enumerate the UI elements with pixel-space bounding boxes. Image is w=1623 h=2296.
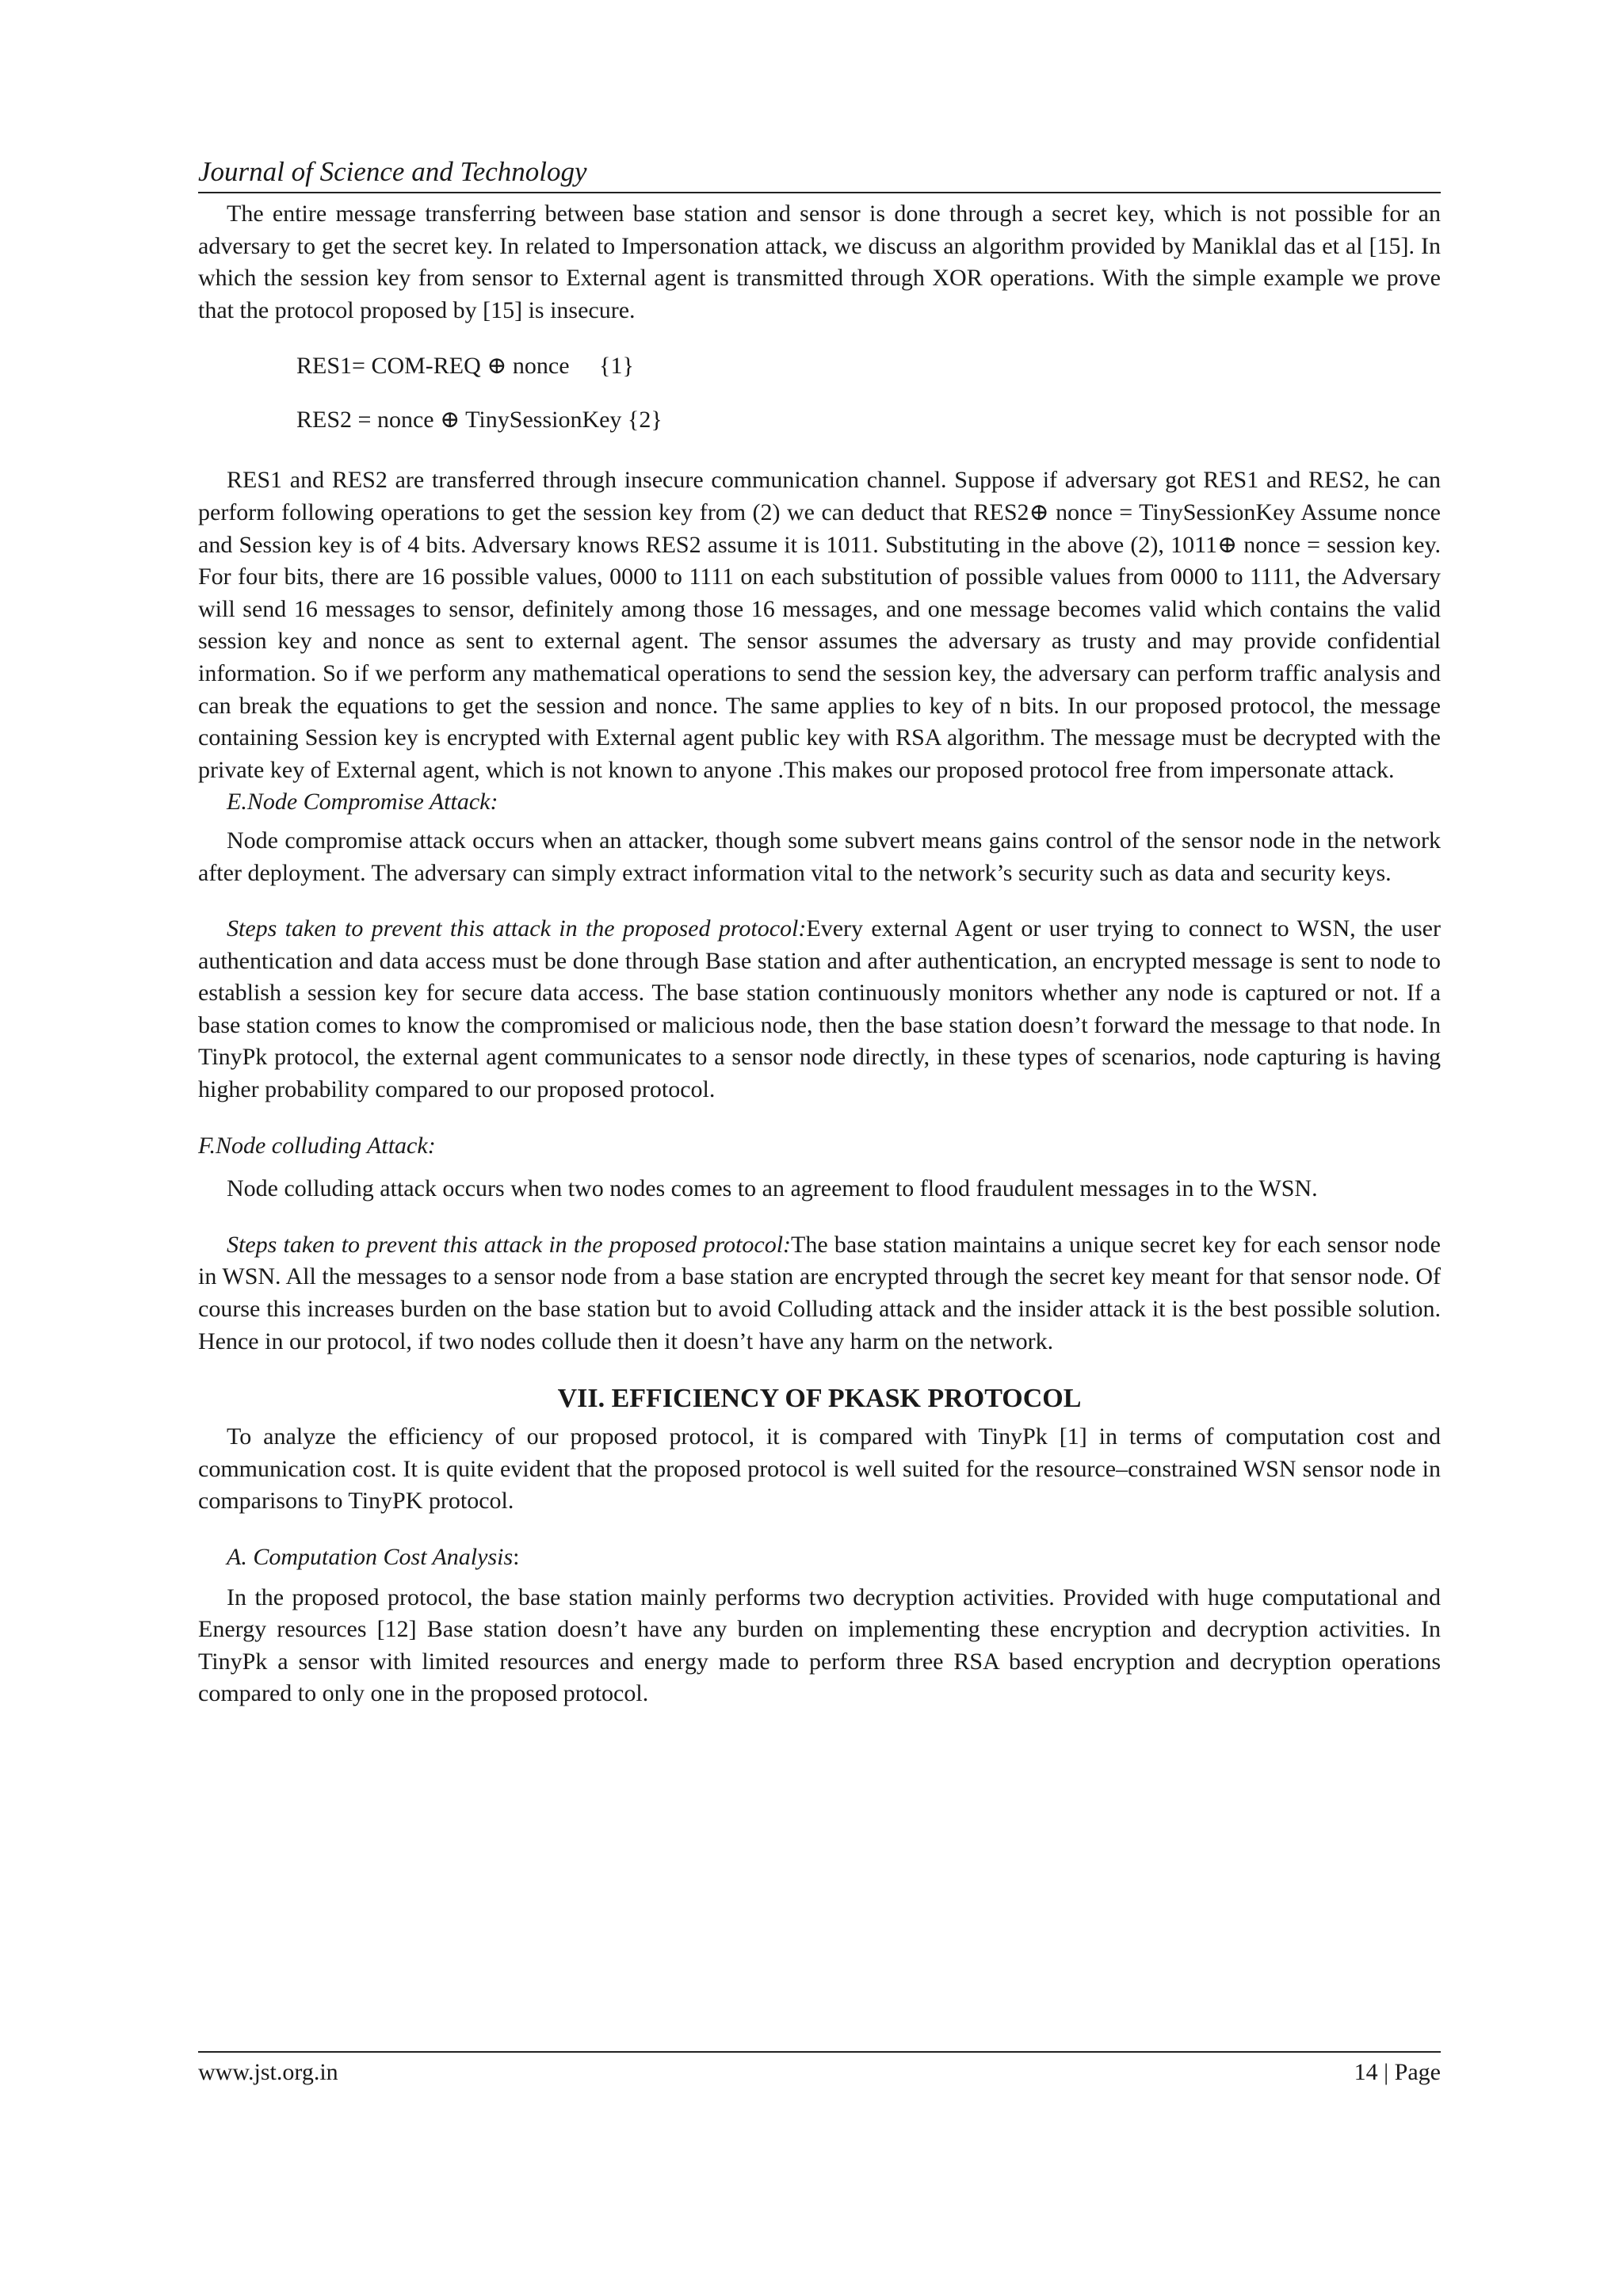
steps-lead-label: Steps taken to prevent this attack in the proposed protocol: <box>227 915 807 942</box>
steps-text: The base station maintains a unique secret key for each sensor node in WSN. All the messages to a sensor node from a base station are encrypted through the secret key meant for that sensor node. Of course this increases burden on the base station but to avoid Colluding attack and the insider attack it is the best possible solution. Hence in our protocol, if two nodes collude then it doesn’t have any harm on the network. <box>198 1231 1441 1354</box>
subheading-colon: : <box>513 1544 520 1570</box>
page-footer <box>198 2051 1441 2088</box>
footer-page-number: 14 | Page <box>1354 2059 1441 2085</box>
subheading-node-compromise: E.Node Compromise Attack: <box>227 789 498 816</box>
subheading-computation-cost <box>198 1541 1441 1574</box>
paragraph-efficiency: To analyze the efficiency of our proposed protocol, it is compared with TinyPk [1] in terms of computation cost and communication cost. It is quite evident that the proposed protocol is well suited for the resource–constrained WSN sensor node in comparisons to TinyPK protocol. <box>198 1423 1441 1515</box>
equation-1: RES1= COM-REQ ⊕ nonce {1} <box>296 353 634 380</box>
paragraph-res: RES1 and RES2 are transferred through insecure communication channel. Suppose if adversary got RES1 and RES2, he can perform following operations to get the session key from (2) we can deduct that RES2⊕ nonce = TinySessionKey Assume nonce and Session key is of 4 bits. Adversary knows RES2 assume it is 1011. Substituting in the above (2), 1011⊕ nonce = session key. For four bits, there are 16 possible values, 0000 to 1111 on each substitution of possible values from 0000 to 1111, the Adversary will send 16 messages to sensor, definitely among those 16 messages, and one message becomes valid which contains the valid session key and nonce as sent to external agent. The sensor assumes the adversary as trusty and may provide confidential information. So if we perform any mathematical operations to send the session key, the adversary can perform traffic analysis and can break the equations to get the session and nonce. The same applies to key of n bits. In our proposed protocol, the message containing Session key is encrypted with External agent public key with RSA algorithm. The message must be decrypted with the private key of External agent, which is not known to anyone .This makes our proposed protocol free from impersonate attack. <box>198 467 1441 783</box>
steps-text: Every external Agent or user trying to connect to WSN, the user authentication and data access must be done through Base station and after authentication, an encrypted message is sent to node to establish a session key for secure data access. The base station continuously monitors whether any node is captured or not. If a base station comes to know the compromised or malicious node, then the base station doesn’t forward the message to that node. In TinyPk protocol, the external agent communicates to a sensor node directly, in these types of scenarios, node capturing is having higher probability compared to our proposed protocol. <box>198 915 1441 1103</box>
paragraph-node-colluding: Node colluding attack occurs when two nodes comes to an agreement to flood fraudulent messages in to the WSN. <box>227 1175 1318 1202</box>
footer-website: www.jst.org.in <box>198 2059 338 2085</box>
paragraph-steps-node-compromise <box>198 913 1441 1106</box>
paragraph-steps-node-colluding <box>198 1229 1441 1358</box>
steps-lead-label: Steps taken to prevent this attack in the proposed protocol: <box>227 1231 792 1258</box>
subheading-node-colluding: F.Node colluding Attack: <box>198 1132 436 1159</box>
paragraph-intro: The entire message transferring between base station and sensor is done through a secret key, which is not possible for an adversary to get the secret key. In related to Impersonation attack, we discuss an algorithm provided by Maniklal das et al [15]. In which the session key from sensor to External agent is transmitted through XOR operations. With the simple example we prove that the protocol proposed by [15] is insecure. <box>198 201 1441 323</box>
journal-title: Journal of Science and Technology <box>198 156 587 187</box>
paragraph-computation-cost: In the proposed protocol, the base station mainly performs two decryption activities. Provided with huge computational and Energy resources [12] Base station doesn’t have any burden on implementing these encryption and decryption activities. In TinyPk a sensor with limited resources and energy made to perform three RSA based encryption and decryption operations compared to only one in the proposed protocol. <box>198 1584 1441 1707</box>
subheading-computation-cost-text: A. Computation Cost Analysis <box>227 1544 514 1570</box>
equation-2: RES2 = nonce ⊕ TinySessionKey {2} <box>296 407 663 434</box>
section-title-efficiency: VII. EFFICIENCY OF PKASK PROTOCOL <box>557 1384 1082 1414</box>
page-header <box>198 155 1441 193</box>
article-body <box>198 198 1441 1710</box>
paragraph-node-compromise: Node compromise attack occurs when an attacker, though some subvert means gains control of the sensor node in the network after deployment. The adversary can simply extract information vital to the network’s security such as data and security keys. <box>198 827 1441 886</box>
